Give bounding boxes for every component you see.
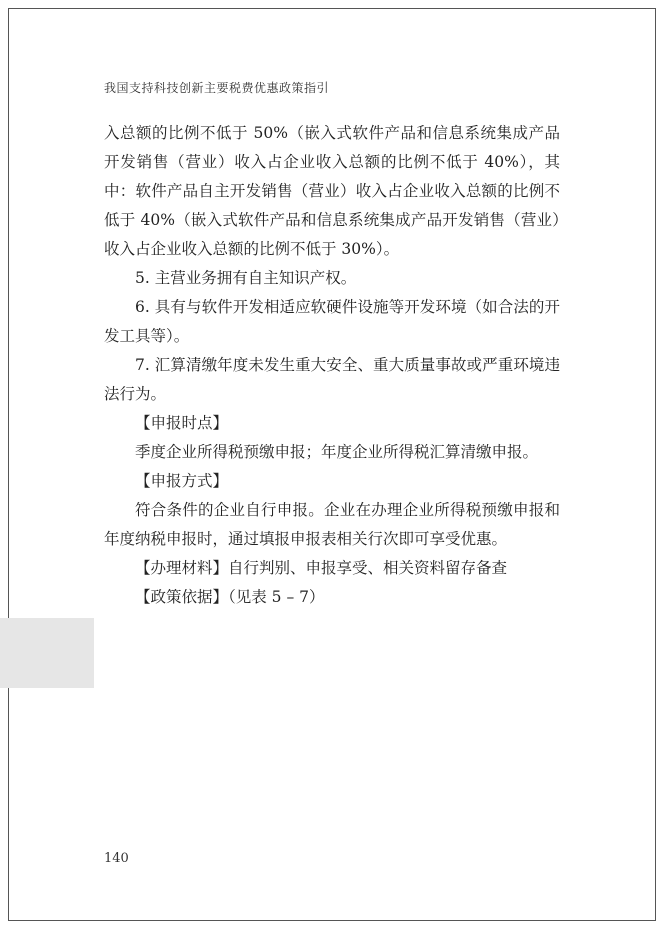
page-number: 140: [104, 851, 129, 866]
paragraph-item-7: 7. 汇算清缴年度未发生重大安全、重大质量事故或严重环境违法行为。: [104, 356, 560, 403]
paragraph-filing-method: 符合条件的企业自行申报。企业在办理企业所得税预缴申报和年度纳税申报时，通过填报申报表相关行次即可享受优惠。: [104, 501, 560, 548]
side-thumb-tab: [0, 618, 94, 688]
paragraph-item-5: 5. 主营业务拥有自主知识产权。: [135, 269, 357, 287]
paragraph-policy-basis: 【政策依据】（见表 5 – 7）: [135, 588, 325, 606]
paragraph-materials: 【办理材料】自行判别、申报享受、相关资料留存备查: [135, 559, 508, 577]
paragraph-continuation: 入总额的比例不低于 50%（嵌入式软件产品和信息系统集成产品开发销售（营业）收入占企业收入总额的比例不低于 40%），其中：软件产品自主开发销售（营业）收入占企业收入总额的比例不低于 40%（嵌入式软件产品和信息系统集成产品开发销售（营业）收入占企业收入总额的比例不低于 30%）。: [104, 124, 560, 258]
paragraph-item-6: 6. 具有与软件开发相适应软硬件设施等开发环境（如合法的开发工具等）。: [104, 298, 560, 345]
running-header: 我国支持科技创新主要税费优惠政策指引: [104, 81, 330, 95]
paragraph-filing-time: 季度企业所得税预缴申报；年度企业所得税汇算清缴申报。: [135, 443, 539, 461]
section-heading-filing-time: 【申报时点】: [135, 414, 229, 432]
section-heading-filing-method: 【申报方式】: [135, 472, 229, 490]
body-text: [104, 119, 560, 612]
